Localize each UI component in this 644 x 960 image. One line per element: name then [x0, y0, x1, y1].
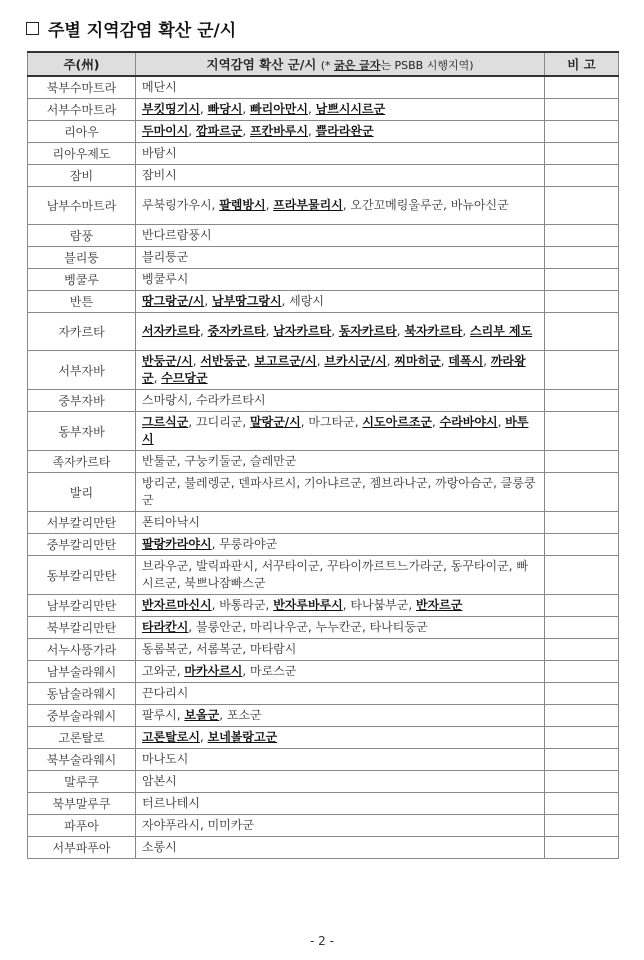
table-row — [28, 661, 619, 683]
table-row — [28, 727, 619, 749]
province-cell: 벵쿨루 — [28, 269, 136, 291]
city-text: , — [462, 324, 471, 338]
table-row — [28, 412, 619, 451]
cities-cell — [136, 76, 545, 99]
cities-cell — [136, 412, 545, 451]
psbb-city-name: 보네볼랑고군 — [207, 730, 278, 744]
cities-cell — [136, 291, 545, 313]
remarks-cell — [545, 556, 619, 595]
cities-cell — [136, 661, 545, 683]
psbb-city-name: 스리부 제도 — [470, 324, 533, 338]
table-row — [28, 269, 619, 291]
province-cell: 리아우 — [28, 121, 136, 143]
page-title — [26, 14, 236, 42]
city-text: , — [199, 324, 208, 338]
psbb-city-name: 두마이시 — [142, 124, 189, 138]
psbb-city-name: 데폭시 — [448, 354, 484, 368]
remarks-cell — [545, 473, 619, 512]
city-text: 바탐시 — [142, 146, 177, 160]
psbb-city-name: 그르식군 — [142, 415, 189, 429]
cities-cell — [136, 705, 545, 727]
table-row — [28, 512, 619, 534]
table-row — [28, 815, 619, 837]
cities-cell — [136, 121, 545, 143]
city-text: , — [199, 102, 208, 116]
province-cell: 동부자바 — [28, 412, 136, 451]
remarks-cell — [545, 705, 619, 727]
header-cities-main: 지역감염 확산 군/시 — [206, 57, 317, 72]
province-cell: 말루쿠 — [28, 771, 136, 793]
cities-cell — [136, 313, 545, 351]
psbb-city-name: 빠당시 — [207, 102, 243, 116]
city-text: , — [199, 730, 208, 744]
city-text: 스마랑시, 수라카르타시 — [142, 393, 266, 407]
cities-cell — [136, 815, 545, 837]
cities-cell — [136, 99, 545, 121]
city-text: , — [265, 198, 274, 212]
table-row — [28, 165, 619, 187]
remarks-cell — [545, 639, 619, 661]
city-text: , — [153, 371, 162, 385]
city-text: , — [331, 324, 339, 338]
table-row — [28, 313, 619, 351]
psbb-city-name: 보올군 — [184, 708, 220, 722]
province-cell: 중부칼리만탄 — [28, 534, 136, 556]
province-cell: 고론탈로 — [28, 727, 136, 749]
city-text: 반다르람풍시 — [142, 228, 212, 242]
table-row — [28, 291, 619, 313]
table-body — [28, 76, 619, 859]
table-row — [28, 749, 619, 771]
psbb-city-name: 반자르마신시 — [142, 598, 212, 612]
psbb-city-name: 시도아르조군 — [362, 415, 432, 429]
city-text: 폰티아낙시 — [142, 515, 200, 529]
city-text: , 불룽안군, 마리나우군, 누누칸군, 타나티둥군 — [188, 620, 428, 634]
city-text: 마나도시 — [142, 752, 189, 766]
table-row — [28, 99, 619, 121]
cities-cell — [136, 749, 545, 771]
psbb-city-name: 반자루바루시 — [273, 598, 343, 612]
city-text: , — [483, 354, 491, 368]
psbb-city-name: 수므당군 — [161, 371, 208, 385]
province-cell: 남부수마트라 — [28, 187, 136, 225]
table-row — [28, 451, 619, 473]
psbb-city-name: 고론탈로시 — [142, 730, 200, 744]
remarks-cell — [545, 683, 619, 705]
city-text: , 세랑시 — [281, 294, 324, 308]
province-cell: 서부자바 — [28, 351, 136, 390]
cities-cell — [136, 143, 545, 165]
checkbox-icon — [26, 22, 39, 35]
city-text: , — [386, 354, 395, 368]
table-row — [28, 793, 619, 815]
psbb-city-name: 브카시군/시 — [324, 354, 387, 368]
cities-cell — [136, 269, 545, 291]
note-mark: * — [325, 59, 331, 72]
city-text: 동롬복군, 서롬복군, 마타람시 — [142, 642, 297, 656]
city-text: 메단시 — [142, 80, 177, 94]
city-text: , — [188, 124, 197, 138]
city-text: , 마로스군 — [242, 664, 297, 678]
remarks-cell — [545, 76, 619, 99]
province-cell: 동부칼리만탄 — [28, 556, 136, 595]
cities-cell — [136, 247, 545, 269]
province-cell: 서부파푸아 — [28, 837, 136, 859]
province-cell: 북부칼리만탄 — [28, 617, 136, 639]
header-remarks: 비 고 — [545, 52, 619, 76]
psbb-city-name: 타라칸시 — [142, 620, 189, 634]
page-number: - 2 - — [310, 934, 334, 948]
table-row — [28, 390, 619, 412]
remarks-cell — [545, 727, 619, 749]
remarks-cell — [545, 617, 619, 639]
province-cell: 서부칼리만탄 — [28, 512, 136, 534]
psbb-city-name: 팔렘방시 — [219, 198, 266, 212]
psbb-city-name: 중자카르타 — [207, 324, 266, 338]
remarks-cell — [545, 225, 619, 247]
cities-cell — [136, 225, 545, 247]
remarks-cell — [545, 121, 619, 143]
table-row — [28, 705, 619, 727]
psbb-city-name: 북자카르타 — [404, 324, 463, 338]
province-cell: 남부칼리만탄 — [28, 595, 136, 617]
psbb-city-name: 말랑군/시 — [250, 415, 301, 429]
cities-cell — [136, 351, 545, 390]
note-emphasis: 굵은 글자 — [334, 59, 381, 72]
cities-cell — [136, 793, 545, 815]
remarks-cell — [545, 313, 619, 351]
city-text: 루북링가우시, — [142, 198, 220, 212]
cities-cell — [136, 771, 545, 793]
psbb-city-name: 팔랑카라야시 — [142, 537, 212, 551]
table-row — [28, 76, 619, 99]
city-text: , — [396, 324, 405, 338]
psbb-city-name: 까라왕군 — [142, 354, 526, 385]
city-text: 자야푸라시, 미미카군 — [142, 818, 254, 832]
remarks-cell — [545, 143, 619, 165]
table-row — [28, 225, 619, 247]
city-text: 고와군, — [142, 664, 185, 678]
cities-cell — [136, 595, 545, 617]
city-text: , 오간꼬메링울루군, 바뉴아신군 — [342, 198, 509, 212]
psbb-city-name: 반둥군/시 — [142, 354, 193, 368]
psbb-city-name: 수라바야시 — [439, 415, 498, 429]
city-text: , — [497, 415, 506, 429]
remarks-cell — [545, 512, 619, 534]
cities-cell — [136, 165, 545, 187]
city-text: , 포소군 — [219, 708, 262, 722]
psbb-city-name: 남자카르타 — [273, 324, 332, 338]
city-text: 반툴군, 구눙키둘군, 슬레만군 — [142, 454, 297, 468]
cities-cell — [136, 556, 545, 595]
remarks-cell — [545, 661, 619, 683]
province-cell: 족자카르타 — [28, 451, 136, 473]
province-cell: 중부술라웨시 — [28, 705, 136, 727]
city-text: , — [246, 354, 255, 368]
city-text: , — [316, 354, 325, 368]
remarks-cell — [545, 99, 619, 121]
table-row — [28, 534, 619, 556]
province-cell: 동남술라웨시 — [28, 683, 136, 705]
city-text: 벵쿨루시 — [142, 272, 189, 286]
remarks-cell — [545, 187, 619, 225]
province-cell: 잠비 — [28, 165, 136, 187]
city-text: , — [265, 324, 274, 338]
psbb-city-name: 보고르군/시 — [254, 354, 317, 368]
psbb-city-name: 서반둥군 — [200, 354, 247, 368]
psbb-city-name: 부킷띵기시 — [142, 102, 200, 116]
table-row — [28, 247, 619, 269]
province-cell: 북부수마트라 — [28, 76, 136, 99]
cities-cell — [136, 639, 545, 661]
psbb-city-name: 서자카르타 — [142, 324, 200, 338]
city-text: 브라우군, 발릭파판시, 서꾸타이군, 꾸타이까르트느가라군, 동꾸타이군, 빠시르군, 북쁘나잠빠스군 — [142, 559, 528, 590]
city-text: , — [242, 102, 251, 116]
psbb-city-name: 반자르군 — [415, 598, 463, 612]
psbb-city-name: 찌마히군 — [394, 354, 441, 368]
city-text: , 바통라군, — [211, 598, 274, 612]
province-cell: 북부말루쿠 — [28, 793, 136, 815]
psbb-city-name: 남부땅그랑시 — [211, 294, 282, 308]
remarks-cell — [545, 749, 619, 771]
city-text: , 무룽라야군 — [211, 537, 278, 551]
province-cell: 서누사뜽가라 — [28, 639, 136, 661]
city-text: 끈다리시 — [142, 686, 189, 700]
table-row — [28, 143, 619, 165]
table-row — [28, 771, 619, 793]
province-cell: 남부술라웨시 — [28, 661, 136, 683]
province-cell: 중부자바 — [28, 390, 136, 412]
city-text: , — [431, 415, 440, 429]
province-cell: 블리퉁 — [28, 247, 136, 269]
remarks-cell — [545, 247, 619, 269]
city-text: , — [308, 102, 316, 116]
psbb-city-name: 마카사르시 — [184, 664, 243, 678]
cities-cell — [136, 512, 545, 534]
cities-cell — [136, 617, 545, 639]
table-row — [28, 351, 619, 390]
remarks-cell — [545, 815, 619, 837]
psbb-city-name: 바투시 — [142, 415, 529, 446]
table-row — [28, 617, 619, 639]
psbb-city-name: 프라부물리시 — [273, 198, 343, 212]
page-title-text: 주별 지역감염 확산 군/시 — [48, 20, 237, 41]
table-row — [28, 595, 619, 617]
psbb-city-name: 깜파르군 — [196, 124, 243, 138]
psbb-city-name: 동자카르타 — [338, 324, 397, 338]
header-province: 주(州) — [28, 52, 136, 76]
remarks-cell — [545, 793, 619, 815]
table-row — [28, 121, 619, 143]
remarks-cell — [545, 837, 619, 859]
remarks-cell — [545, 291, 619, 313]
city-text: 블리퉁군 — [142, 250, 189, 264]
remarks-cell — [545, 351, 619, 390]
psbb-city-name: 쁠라라완군 — [315, 124, 374, 138]
table-row — [28, 683, 619, 705]
city-text: 암본시 — [142, 774, 177, 788]
remarks-cell — [545, 595, 619, 617]
note-open: ( — [320, 59, 326, 72]
remarks-cell — [545, 451, 619, 473]
cities-cell — [136, 837, 545, 859]
city-text: , — [440, 354, 449, 368]
city-text: , 타나붐부군, — [342, 598, 416, 612]
province-cell: 파푸아 — [28, 815, 136, 837]
province-cell: 리아우제도 — [28, 143, 136, 165]
remarks-cell — [545, 412, 619, 451]
table-header-row — [28, 52, 619, 76]
remarks-cell — [545, 390, 619, 412]
cities-cell — [136, 727, 545, 749]
remarks-cell — [545, 771, 619, 793]
table-row — [28, 187, 619, 225]
spread-table — [27, 51, 619, 859]
city-text: 팔루시, — [142, 708, 185, 722]
psbb-city-name: 프칸바루시 — [250, 124, 308, 138]
psbb-city-name: 땅그랑군/시 — [142, 294, 205, 308]
cities-cell — [136, 683, 545, 705]
remarks-cell — [545, 165, 619, 187]
province-cell: 자카르타 — [28, 313, 136, 351]
cities-cell — [136, 473, 545, 512]
province-cell: 북부술라웨시 — [28, 749, 136, 771]
psbb-city-name: 남쁘시시르군 — [315, 102, 386, 116]
psbb-city-name: 빠리아만시 — [250, 102, 308, 116]
header-cities-note — [321, 59, 474, 72]
remarks-cell — [545, 269, 619, 291]
city-text: 방리군, 불레렝군, 덴파사르시, 기아냐르군, 젬브라나군, 까랑아슴군, 클룽쿵군 — [142, 476, 536, 507]
cities-cell — [136, 534, 545, 556]
table-row — [28, 473, 619, 512]
city-text: 잠비시 — [142, 168, 177, 182]
city-text: , — [242, 124, 251, 138]
province-cell: 서부수마트라 — [28, 99, 136, 121]
table-row — [28, 556, 619, 595]
city-text: 소롱시 — [142, 840, 177, 854]
header-cities — [136, 52, 545, 76]
city-text: , 끄디리군, — [188, 415, 251, 429]
cities-cell — [136, 390, 545, 412]
province-cell: 람풍 — [28, 225, 136, 247]
province-cell: 반튼 — [28, 291, 136, 313]
city-text: , — [308, 124, 316, 138]
city-text: 터르나테시 — [142, 796, 200, 810]
cities-cell — [136, 187, 545, 225]
city-text: , 마그타군, — [300, 415, 363, 429]
city-text: , — [204, 294, 212, 308]
cities-cell — [136, 451, 545, 473]
remarks-cell — [545, 534, 619, 556]
province-cell: 발리 — [28, 473, 136, 512]
table-row — [28, 639, 619, 661]
note-rest: 는 PSBB 시행지역) — [380, 59, 474, 72]
table-row — [28, 837, 619, 859]
city-text: , — [192, 354, 201, 368]
